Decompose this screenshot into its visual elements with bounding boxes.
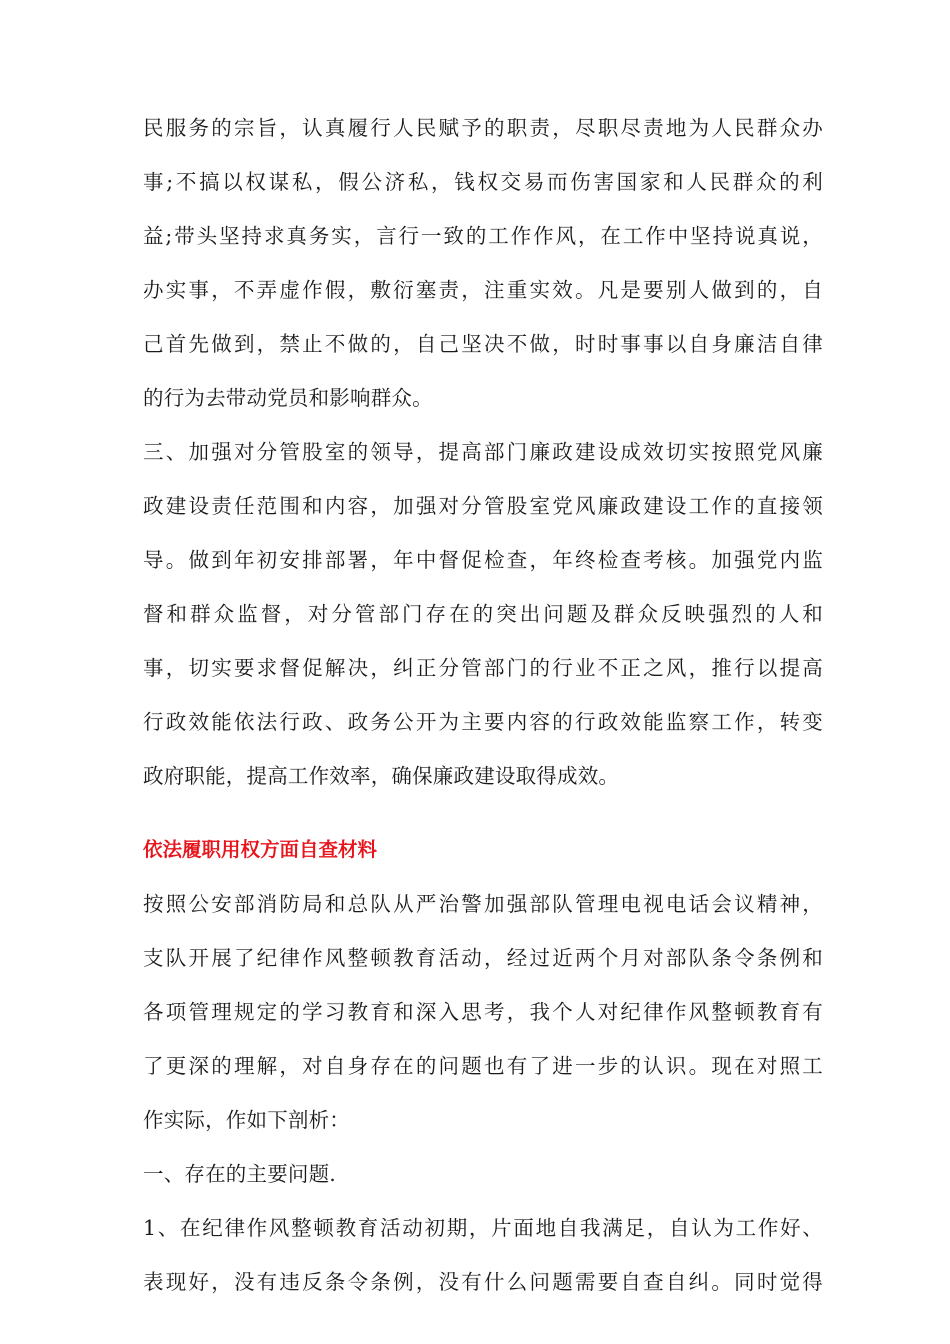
text-line: 办实事，不弄虚作假，敷衍塞责，注重实效。凡是要别人做到的，自	[143, 278, 823, 302]
text-line: 事;不搞以权谋私，假公济私，钱权交易而伤害国家和人民群众的利	[143, 170, 823, 194]
text-line: 行政效能依法行政、政务公开为主要内容的行政效能监察工作，转变	[143, 710, 823, 734]
text-line: 政府职能，提高工作效率，确保廉政建设取得成效。	[143, 764, 620, 788]
text-line: 表现好，没有违反条令条例，没有什么问题需要自查自纠。同时觉得	[143, 1270, 823, 1294]
text-line: 己首先做到，禁止不做的，自己坚决不做，时时事事以自身廉洁自律	[143, 332, 823, 356]
text-line: 导。做到年初安排部署，年中督促检查，年终检查考核。加强党内监	[143, 548, 823, 572]
text-line: 的行为去带动党员和影响群众。	[143, 386, 433, 410]
paragraph-3	[143, 877, 823, 1147]
text-line: 作实际，作如下剖析：	[143, 1108, 350, 1132]
text-line: 益;带头坚持求真务实，言行一致的工作作风，在工作中坚持说真说，	[143, 224, 823, 248]
text-line: 各项管理规定的学习教育和深入思考，我个人对纪律作风整顿教育有	[143, 1000, 823, 1024]
paragraph-1	[143, 101, 823, 425]
paragraph-5	[143, 1201, 823, 1309]
text-line: 1、在纪律作风整顿教育活动初期，片面地自我满足，自认为工作好、	[143, 1216, 823, 1240]
text-line: 三、加强对分管股室的领导，提高部门廉政建设成效切实按照党风廉	[143, 440, 823, 464]
paragraph-2	[143, 425, 823, 803]
text-line: 民服务的宗旨，认真履行人民赋予的职责，尽职尽责地为人民群众办	[143, 116, 823, 140]
text-line: 了更深的理解，对自身存在的问题也有了进一步的认识。现在对照工	[143, 1054, 823, 1078]
text-line: 事，切实要求督促解决，纠正分管部门的行业不正之风，推行以提高	[143, 656, 823, 680]
text-line: 政建设责任范围和内容，加强对分管股室党风廉政建设工作的直接领	[143, 494, 823, 518]
section-heading: 依法履职用权方面自查材料	[143, 838, 378, 861]
text-line: 一、存在的主要问题.	[143, 1162, 337, 1186]
text-line: 按照公安部消防局和总队从严治警加强部队管理电视电话会议精神，	[143, 892, 823, 916]
text-line: 支队开展了纪律作风整顿教育活动，经过近两个月对部队条令条例和	[143, 946, 823, 970]
document-body	[143, 101, 823, 1309]
paragraph-4	[143, 1147, 823, 1201]
text-line: 督和群众监督，对分管部门存在的突出问题及群众反映强烈的人和	[143, 602, 823, 626]
